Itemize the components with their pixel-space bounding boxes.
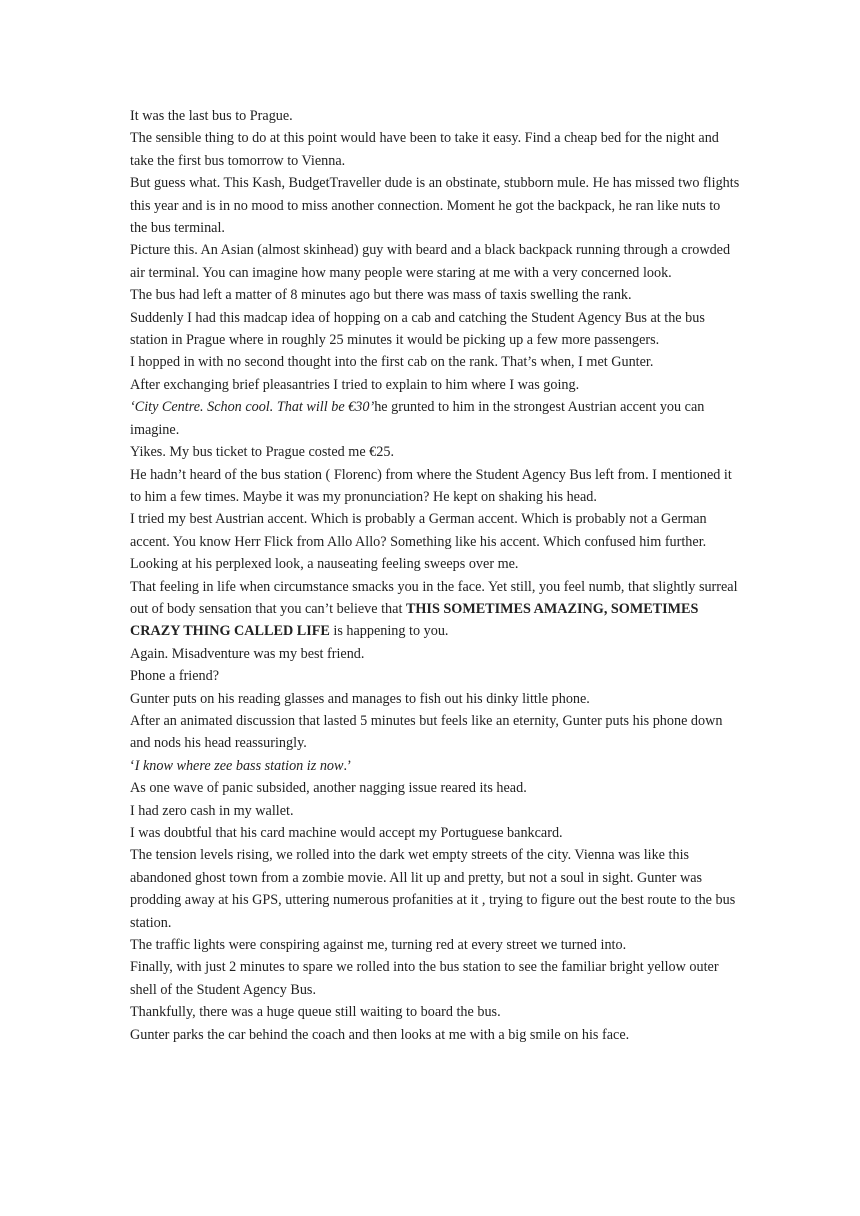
paragraph: The sensible thing to do at this point would have been to take it easy. Find a cheap bed for the night and take the first bus tomorrow to Vienna. — [130, 130, 719, 169]
paragraph: I was doubtful that his card machine would accept my Portuguese bankcard. — [130, 825, 563, 841]
paragraph: Picture this. An Asian (almost skinhead) guy with beard and a black backpack running through a crowded air terminal. You can imagine how many people were staring at me with a very concerned look. — [130, 242, 731, 281]
paragraph: After an animated discussion that lasted 5 minutes but feels like an eternity, Gunter puts his phone down and nods his head reassuringly. — [130, 712, 723, 752]
paragraph: Gunter parks the car behind the coach and then looks at me with a big smile on his face. — [130, 1026, 630, 1043]
paragraph: After exchanging brief pleasantries I tried to explain to him where I was going. — [130, 376, 580, 393]
paragraph: Thankfully, there was a huge queue still waiting to board the bus. — [130, 1004, 501, 1021]
paragraph: Suddenly I had this madcap idea of hopping on a cab and catching the Student Agency Bus at the bus station in Prague where in roughly 25 minutes it would be picking up a few more passengers. — [130, 309, 705, 349]
quote-paragraph-taxi-fare — [130, 396, 740, 441]
quote-rest: he grunted to him in the strongest Austrian accent you can imagine. — [130, 399, 705, 438]
paragraph: Phone a friend? — [130, 668, 220, 685]
paragraph: Looking at his perplexed look, a nauseating feeling sweeps over me. — [130, 556, 519, 573]
life-after: is happening to you. — [329, 623, 449, 640]
quote-paragraph-bus-station — [130, 755, 740, 777]
paragraph: As one wave of panic subsided, another nagging issue reared its head. — [130, 780, 527, 797]
life-bold-emphasis: THIS SOMETIMES AMAZING, SOMETIMES CRAZY THING CALLED LIFE — [130, 600, 699, 640]
paragraph: I tried my best Austrian accent. Which is probably a German accent. Which is probably not a German accent. You know Herr Flick from Allo Allo? Something like his accent. Which confused him further. — [130, 511, 707, 550]
paragraph: The bus had left a matter of 8 minutes ago but there was mass of taxis swelling the rank. — [130, 287, 632, 304]
paragraph: But guess what. This Kash, BudgetTraveller dude is an obstinate, stubborn mule. He has missed two flights this year and is in no mood to miss another connection. Moment he got the backpack, he ran like nuts to the bus terminal. — [130, 175, 740, 237]
paragraph: I hopped in with no second thought into the first cab on the rank. That’s when, I met Gunter. — [130, 354, 654, 371]
paragraph-life — [130, 576, 740, 643]
paragraph: The traffic lights were conspiring against me, turning red at every street we turned into. — [130, 937, 627, 954]
quote-open: ‘ — [130, 757, 135, 774]
quote-italic: I know where zee bass station iz now — [134, 757, 344, 774]
paragraph: I had zero cash in my wallet. — [130, 802, 294, 819]
paragraph: It was the last bus to Prague. — [130, 108, 293, 124]
life-before: That feeling in life when circumstance smacks you in the face. Yet still, you feel numb, that slightly surreal out of body sensation that you can’t believe that — [130, 578, 738, 617]
quote-italic: ‘City Centre. Schon cool. That will be €30’ — [130, 399, 375, 416]
paragraph: Gunter puts on his reading glasses and manages to fish out his dinky little phone. — [130, 690, 590, 707]
paragraph: Yikes. My bus ticket to Prague costed me €25. — [130, 444, 395, 461]
paragraph: Again. Misadventure was my best friend. — [130, 645, 365, 662]
quote-close: .’ — [343, 757, 352, 774]
paragraph: The tension levels rising, we rolled into the dark wet empty streets of the city. Vienna was like this abandoned ghost town from a zombie movie. All lit up and pretty, but not a soul in sight. Gunter was prodding away at his GPS, uttering numerous profanities at it , trying to figure out the best route to the bus station. — [130, 847, 736, 931]
document-page — [130, 105, 740, 1046]
paragraph: Finally, with just 2 minutes to spare we rolled into the bus station to see the familiar bright yellow outer shell of the Student Agency Bus. — [130, 959, 719, 998]
paragraph: He hadn’t heard of the bus station ( Florenc) from where the Student Agency Bus left from. I mentioned it to him a few times. Maybe it was my pronunciation? He kept on shaking his head. — [130, 466, 732, 505]
